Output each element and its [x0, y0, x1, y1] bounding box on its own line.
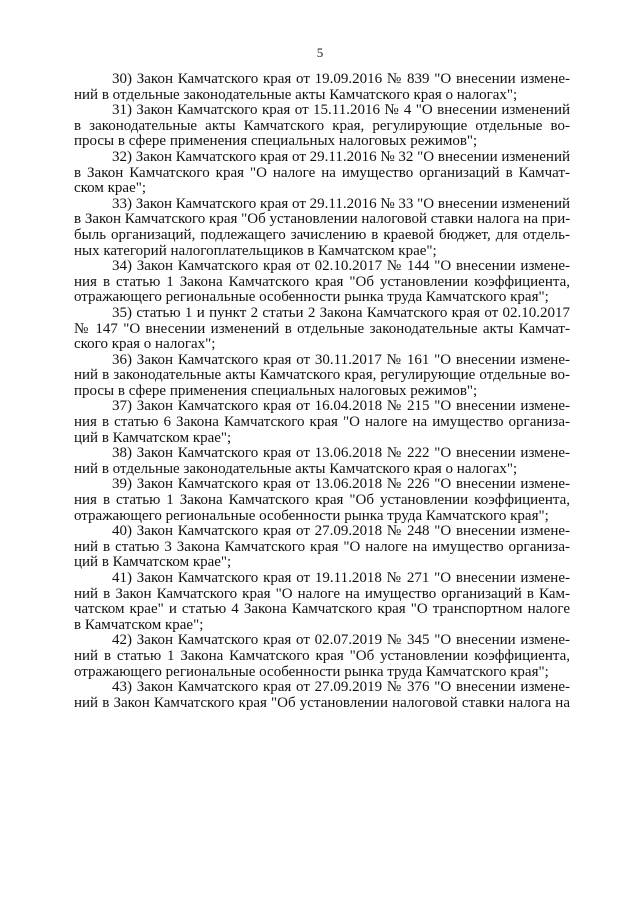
- text-line: ний в статью 3 Закона Камчатского края "О налоге на имущество организа-: [74, 538, 570, 555]
- text-line: 41) Закон Камчатского края от 19.11.2018 № 271 "О внесении измене-: [112, 570, 570, 586]
- text-line: ний в Закон Камчатского края "Об установлении налоговой ставки налога на: [74, 694, 570, 711]
- text-line: ций в Камчатском крае";: [74, 429, 232, 446]
- text-line: просы в сфере применения специальных налоговых режимов";: [74, 133, 478, 150]
- text-line: ций в Камчатском крае";: [74, 554, 232, 571]
- text-line: отражающего региональные особенности рынка труда Камчатского края";: [74, 507, 549, 524]
- text-line: ском крае";: [74, 180, 147, 197]
- text-line: быль организаций, подлежащего зачислению в краевой бюджет, для отдель-: [74, 226, 570, 243]
- text-line: в Закон Камчатского края "О налоге на имущество организаций в Камчат-: [74, 164, 570, 181]
- text-line: 42) Закон Камчатского края от 02.07.2019 № 345 "О внесении измене-: [112, 632, 570, 649]
- text-line: 32) Закон Камчатского края от 29.11.2016 № 32 "О внесении изменений: [112, 148, 570, 165]
- text-line: 35) статью 1 и пункт 2 статьи 2 Закона Камчатского края от 02.10.2017: [112, 304, 570, 321]
- text-line: просы в сфере применения специальных налоговых режимов";: [74, 382, 478, 399]
- text-line: 34) Закон Камчатского края от 02.10.2017 № 144 "О внесении измене-: [112, 258, 570, 275]
- list-item: [74, 524, 570, 571]
- list-item: [74, 446, 570, 477]
- text-line: ных категорий налогоплательщиков в Камчатском крае";: [74, 242, 437, 259]
- text-line: 40) Закон Камчатского края от 27.09.2018 № 248 "О внесении измене-: [112, 523, 570, 540]
- list-item: [74, 571, 570, 633]
- text-line: чатском крае" и статью 4 Закона Камчатского края "О транспортном налоге: [74, 601, 570, 618]
- text-line: № 147 "О внесении изменений в отдельные законодательные акты Камчат-: [74, 320, 570, 337]
- text-line: в Камчатском крае";: [74, 616, 204, 633]
- text-line: в Закон Камчатского края "Об установлении налоговой ставки налога на при-: [74, 211, 571, 228]
- text-line: отражающего региональные особенности рынка труда Камчатского края";: [74, 663, 549, 680]
- document-body: [74, 72, 570, 711]
- list-item: [74, 197, 570, 259]
- list-item: [74, 477, 570, 524]
- list-item: [74, 633, 570, 680]
- list-item: [74, 103, 570, 150]
- text-line: ния в статью 6 Закона Камчатского края "О налоге на имущество организа-: [74, 414, 570, 431]
- list-item: [74, 72, 570, 103]
- list-item: [74, 259, 570, 306]
- text-line: ний в законодательные акты Камчатского края, регулирующие отдельные во-: [74, 367, 570, 384]
- text-line: 36) Закон Камчатского края от 30.11.2017 № 161 "О внесении измене-: [112, 351, 570, 368]
- list-item: [74, 306, 570, 353]
- list-item: [74, 399, 570, 446]
- text-line: ний в отдельные законодательные акты Камчатского края о налогах";: [74, 460, 518, 477]
- text-line: 30) Закон Камчатского края от 19.09.2016 № 839 "О внесении измене-: [112, 71, 570, 87]
- text-line: 33) Закон Камчатского края от 29.11.2016 № 33 "О внесении изменений: [112, 195, 570, 212]
- text-line: ния в статью 1 Закона Камчатского края "Об установлении коэффициента,: [74, 273, 570, 290]
- text-line: ния в статью 1 Закона Камчатского края "Об установлении коэффициента,: [74, 492, 570, 509]
- text-line: ний в отдельные законодательные акты Камчатского края о налогах";: [74, 86, 518, 103]
- text-line: в законодательные акты Камчатского края, регулирующие отдельные во-: [74, 117, 570, 134]
- text-line: отражающего региональные особенности рынка труда Камчатского края";: [74, 289, 549, 306]
- text-line: ний в Закон Камчатского края "О налоге на имущество организаций в Кам-: [74, 585, 570, 602]
- page-number: 5: [316, 45, 324, 60]
- text-line: 31) Закон Камчатского края от 15.11.2016 № 4 "О внесении изменений: [112, 102, 570, 119]
- text-line: 39) Закон Камчатского края от 13.06.2018 № 226 "О внесении измене-: [112, 476, 570, 493]
- list-item: [74, 150, 570, 197]
- text-line: ний в статью 1 Закона Камчатского края "Об установлении коэффициента,: [74, 647, 570, 664]
- text-line: ского края о налогах";: [74, 336, 216, 353]
- text-line: 43) Закон Камчатского края от 27.09.2019 № 376 "О внесении измене-: [112, 679, 570, 696]
- text-line: 38) Закон Камчатского края от 13.06.2018 № 222 "О внесении измене-: [112, 445, 570, 462]
- list-item: [74, 353, 570, 400]
- text-line: 37) Закон Камчатского края от 16.04.2018 № 215 "О внесении измене-: [112, 398, 570, 415]
- list-item: [74, 680, 570, 711]
